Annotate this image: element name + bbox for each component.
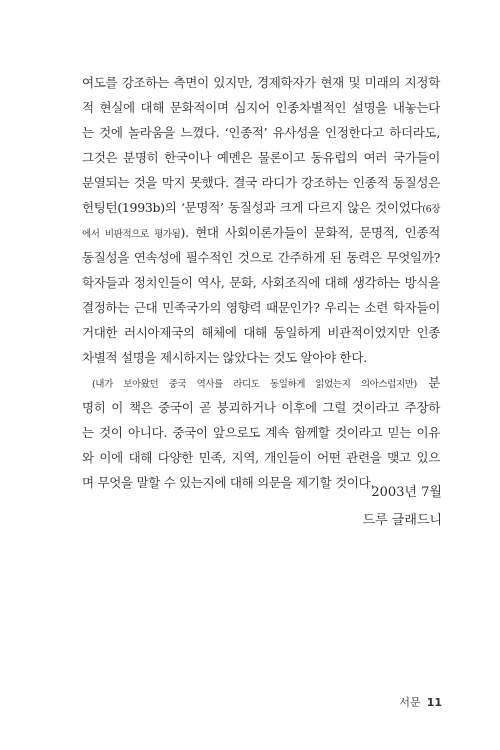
inline-note: (6장 — [422, 204, 440, 215]
text-line: 동질성을 연속성에 필수적인 것으로 간주하게 된 동력은 무엇일까? — [82, 250, 440, 265]
text-line: 분열되는 것을 막지 못했다. 결국 라디가 강조하는 인종적 동질성은 — [82, 175, 440, 190]
text-line: 며 무엇을 말할 수 있는지에 대해 의문을 제기할 것이다. — [82, 475, 375, 490]
text-line: 학자들과 정치인들이 역사, 문화, 사회조직에 대해 생각하는 방식을 — [82, 275, 440, 290]
text-segment: ). 현대 사회이론가들이 문화적, 문명적, 인종적 — [180, 225, 440, 240]
page-footer — [399, 694, 442, 710]
signature-author: 드루 글래드니 — [362, 513, 442, 528]
footer-section-label: 서문 — [399, 696, 421, 709]
text-line: 명히 이 책은 중국이 곧 붕괴하거나 이후에 그럴 것이라고 주장하 — [82, 400, 440, 415]
text-line: 는 것이 아니다. 중국이 앞으로도 계속 함께할 것이라고 믿는 이유 — [82, 425, 440, 440]
text-line: 여도를 강조하는 측면이 있지만, 경제학자가 현재 및 미래의 지정학 — [82, 75, 440, 90]
text-line: 적 현실에 대해 문화적이며 심지어 인종차별적인 설명을 내놓는다 — [82, 100, 440, 115]
text-line: 거대한 러시아제국의 해체에 대해 동일하게 비관적이었지만 인종 — [82, 325, 440, 340]
inline-note: (내가 보아왔던 중국 역사를 라디도 동일하게 읽었는지 의아스럽지만) — [92, 379, 417, 390]
text-line: 결정하는 근대 민족국가의 영향력 때문인가? 우리는 소련 학자들이 — [82, 300, 440, 315]
text-line — [82, 195, 440, 220]
text-line — [82, 220, 440, 245]
text-line — [82, 370, 440, 395]
inline-note: 에서 비판적으로 평가됨 — [82, 229, 181, 240]
text-line: 그것은 분명히 한국이나 예멘은 물론이고 동유럽의 여러 국가들이 — [82, 150, 440, 165]
text-segment: 헌팅턴(1993b)의 ‘문명적’ 동질성과 크게 다르지 않은 것이었다 — [82, 200, 423, 215]
body-text — [82, 70, 440, 495]
text-line: 와 이에 대해 다양한 민족, 지역, 개인들이 어떤 관련을 맺고 있으 — [82, 450, 440, 465]
signature-block — [363, 479, 442, 535]
text-line: 는 것에 놀라움을 느꼈다. ‘인종적’ 유사성을 인정한다고 하더라도, — [82, 125, 440, 140]
text-segment: 분 — [416, 375, 440, 390]
page-number: 11 — [426, 696, 442, 709]
text-line: 차별적 설명을 제시하지는 않았다는 것도 알아야 한다. — [82, 350, 367, 365]
signature-date: 2003년 7월 — [371, 485, 442, 500]
